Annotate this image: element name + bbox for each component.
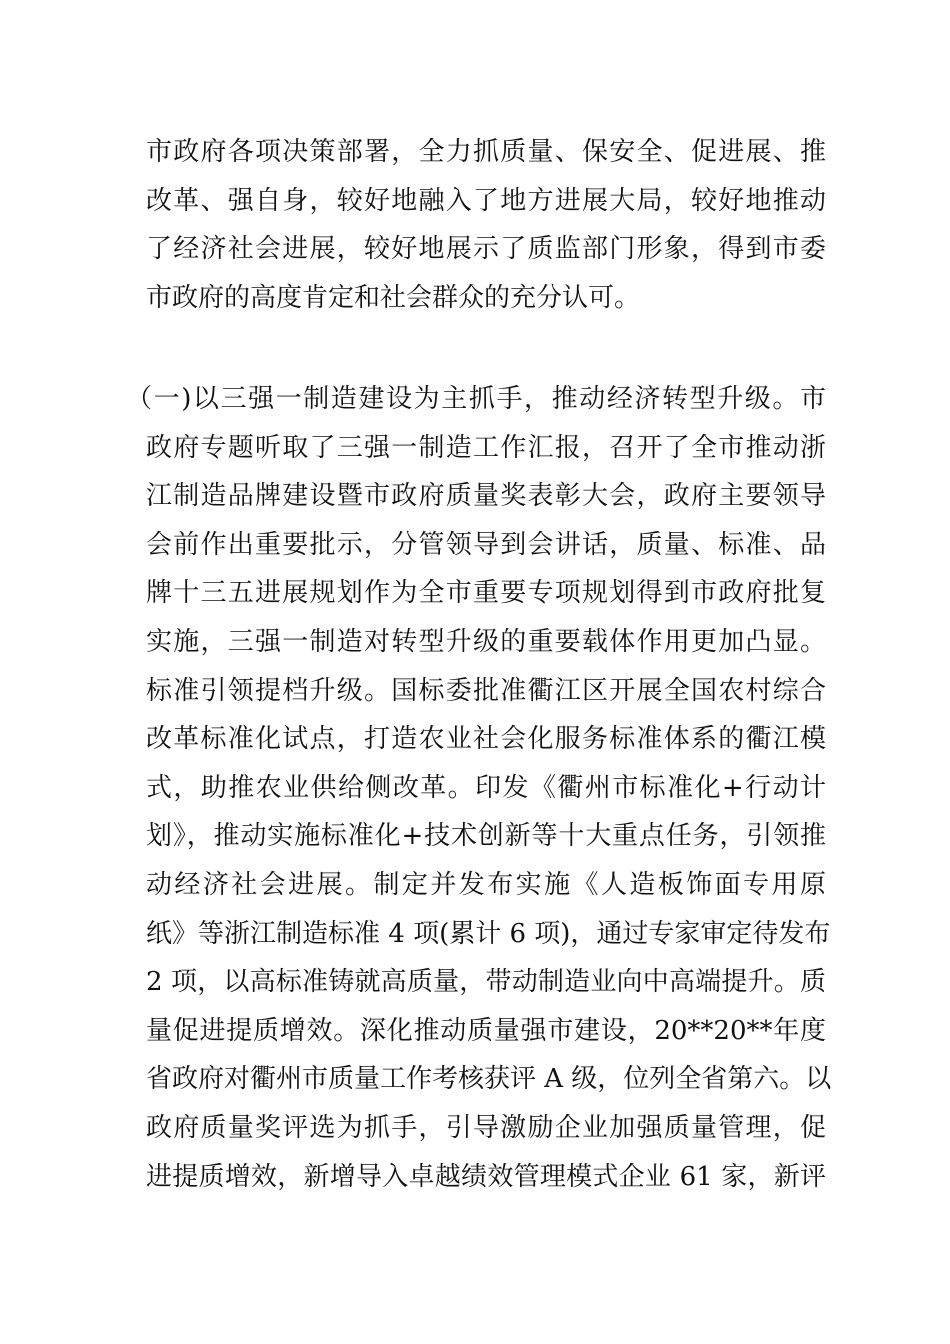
text-line: 2 项，以高标准铸就高质量，带动制造业向中高端提升。质 bbox=[146, 967, 826, 998]
text-line: 市政府各项决策部署，全力抓质量、保安全、促进展、推 bbox=[146, 137, 826, 167]
text-line: 政府质量奖评选为抓手，引导激励企业加强质量管理，促 bbox=[146, 1112, 826, 1143]
paragraph-1 bbox=[146, 128, 826, 322]
text-line: 量促进提质增效。深化推动质量强市建设，20**20**年度 bbox=[146, 1015, 826, 1046]
text-line: 江制造品牌建设暨市政府质量奖表彰大会，政府主要领导 bbox=[146, 481, 826, 512]
text-line: 改革、强自身，较好地融入了地方进展大局，较好地推动 bbox=[146, 185, 826, 216]
text-line: 标准引领提档升级。国标委批准衢江区开展全国农村综合 bbox=[146, 675, 826, 706]
text-line: 动经济社会进展。制定并发布实施《人造板饰面专用原 bbox=[146, 869, 826, 900]
text-line: 牌十三五进展规划作为全市重要专项规划得到市政府批复 bbox=[146, 578, 826, 609]
text-line: 会前作出重要批示，分管领导到会讲话，质量、标准、品 bbox=[146, 529, 826, 560]
text-line: 进提质增效，新增导入卓越绩效管理模式企业 61 家，新评 bbox=[146, 1161, 826, 1192]
section-heading-line: （一)以三强一制造建设为主抓手，推动经济转型升级。市 bbox=[126, 384, 826, 414]
text-line: 政府专题听取了三强一制造工作汇报，召开了全市推动浙 bbox=[146, 432, 826, 463]
text-line: 省政府对衢州市质量工作考核获评 A 级，位列全省第六。以 bbox=[146, 1064, 832, 1095]
text-line: 实施，三强一制造对转型升级的重要载体作用更加凸显。 bbox=[146, 626, 826, 657]
text-line: 划》，推动实施标准化+技术创新等十大重点任务，引领推 bbox=[146, 821, 826, 852]
text-line: 纸》等浙江制造标准 4 项(累计 6 项)，通过专家审定待发布 bbox=[146, 918, 831, 949]
text-line: 式，助推农业供给侧改革。印发《衢州市标准化+行动计 bbox=[146, 772, 826, 803]
paragraph-2 bbox=[126, 375, 832, 1201]
text-line: 市政府的高度肯定和社会群众的充分认可。 bbox=[146, 282, 641, 313]
text-line: 改革标准化试点，打造农业社会化服务标准体系的衢江模 bbox=[146, 724, 826, 755]
text-line: 了经济社会进展，较好地展示了质监部门形象，得到市委 bbox=[146, 234, 826, 265]
